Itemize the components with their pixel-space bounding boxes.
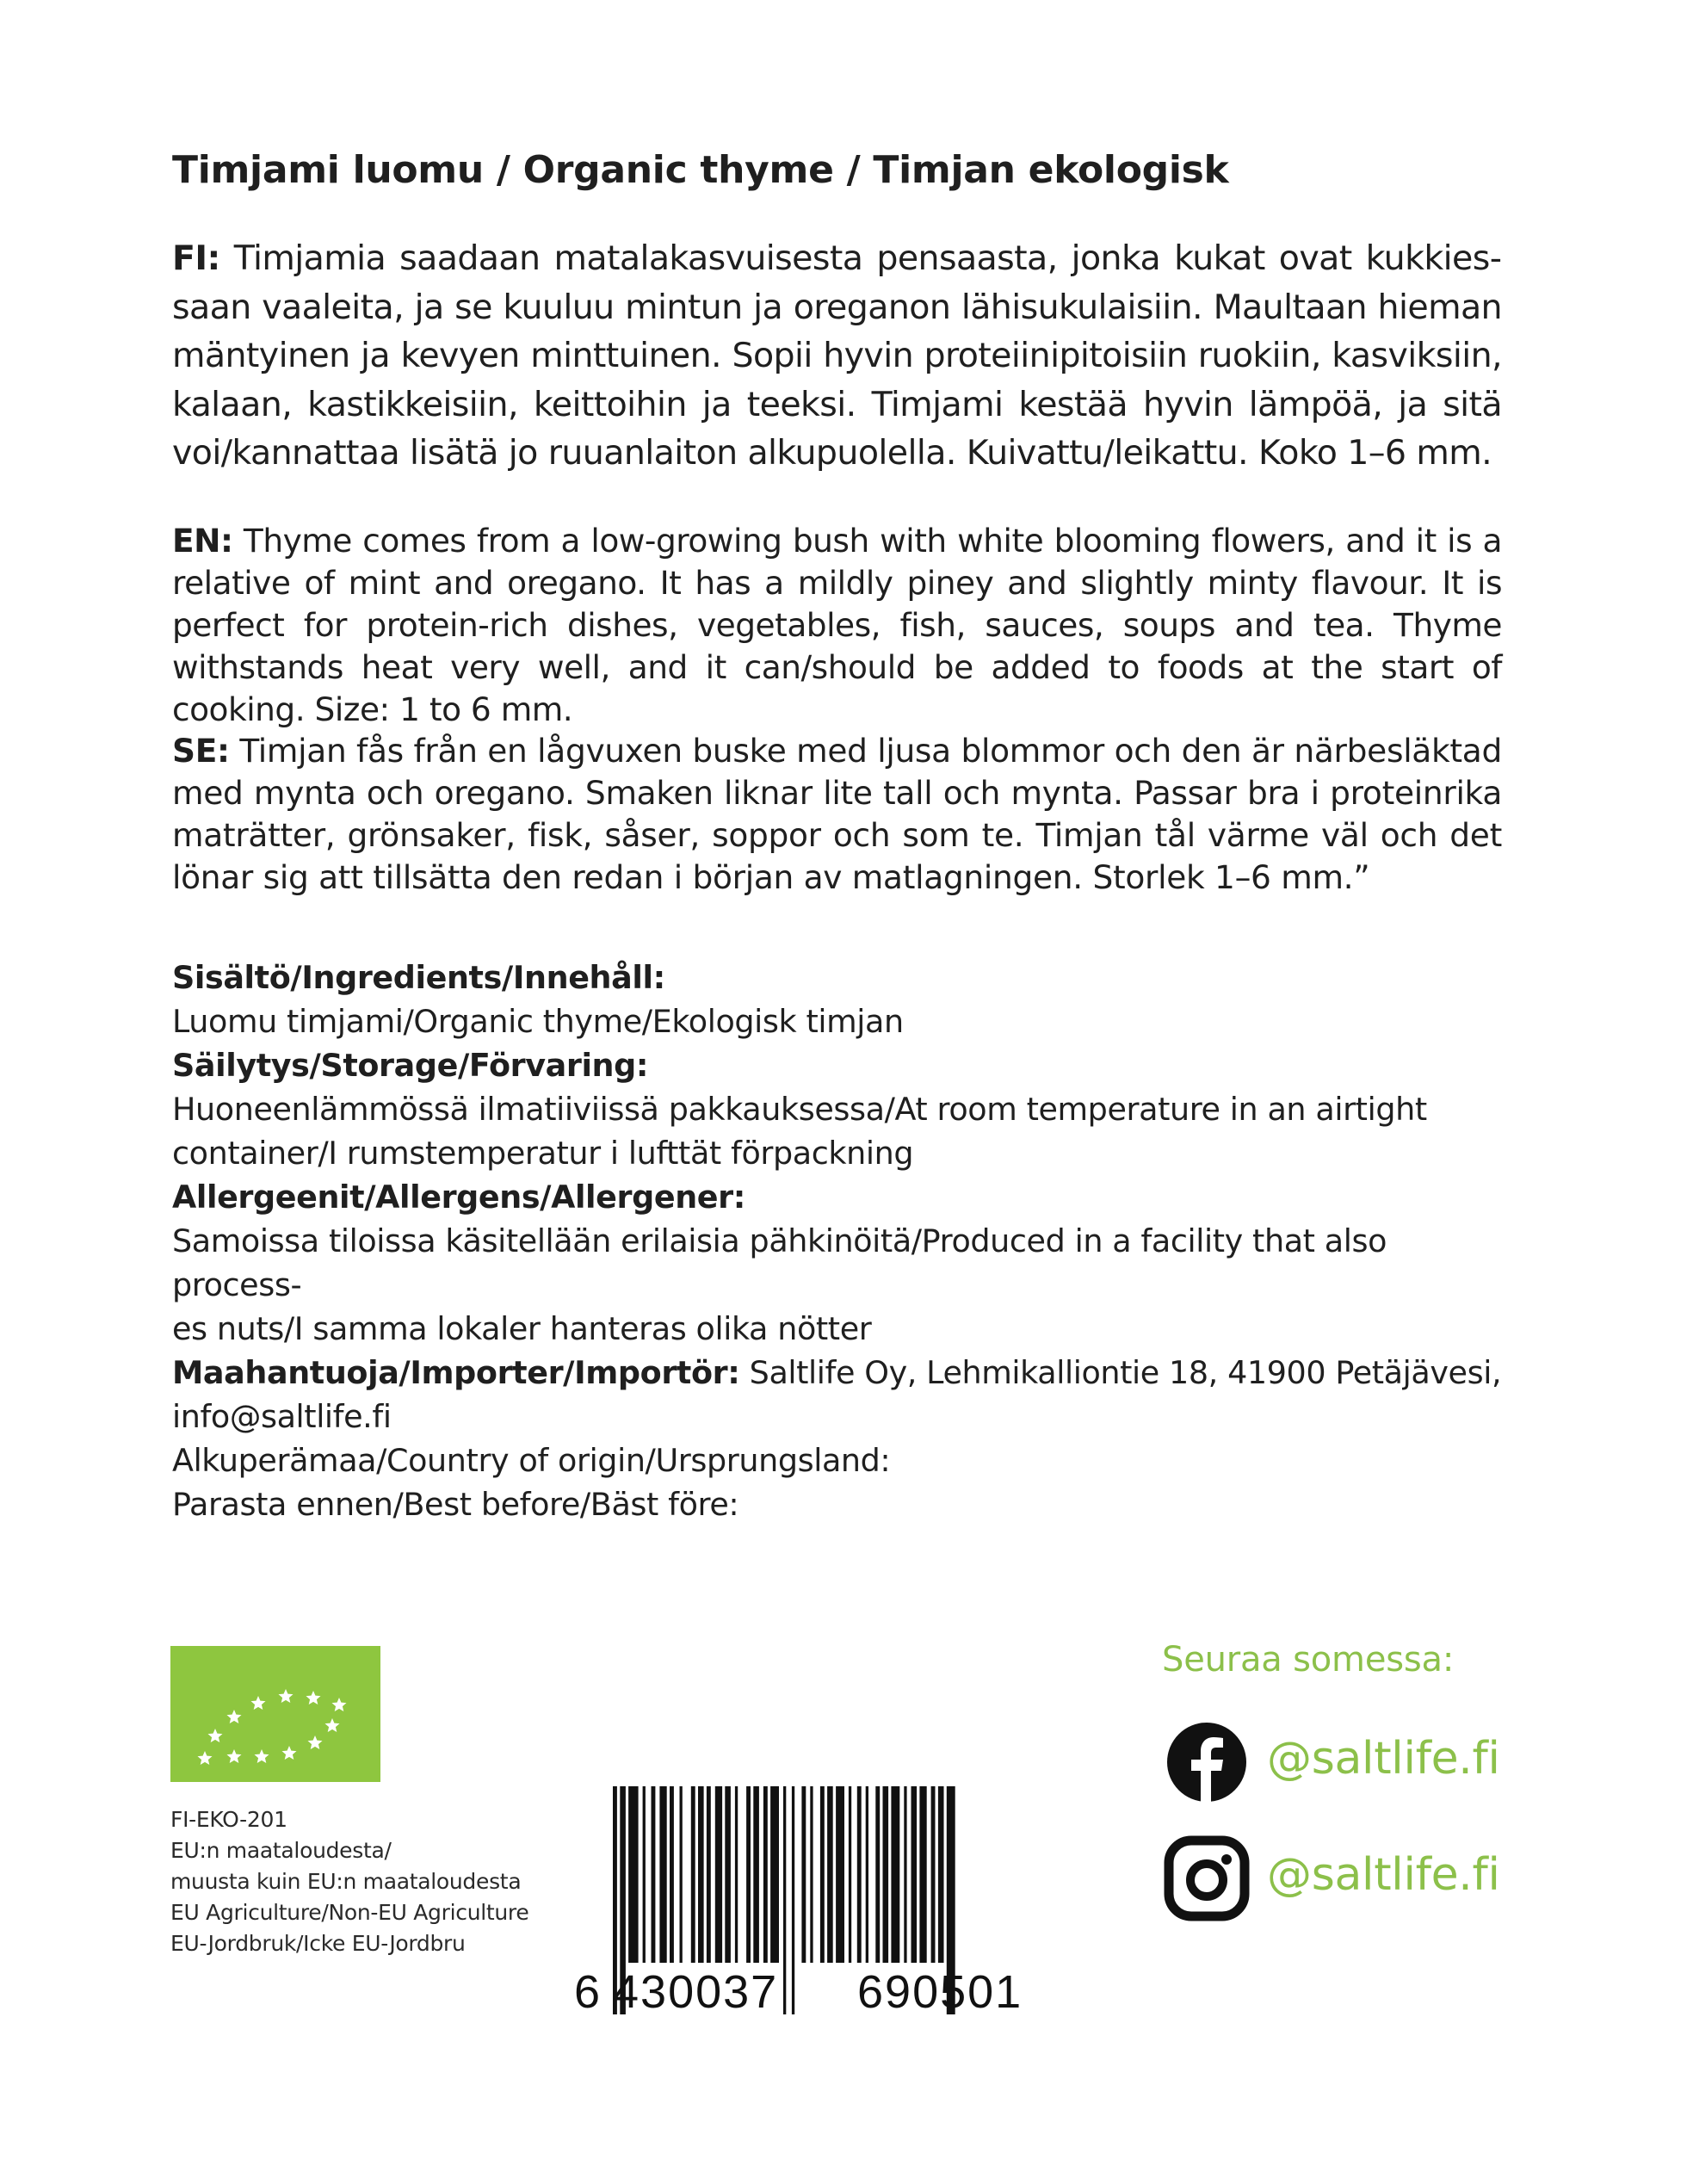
- barcode-bar: [866, 1786, 868, 1963]
- description-se-prefix: SE:: [172, 732, 230, 770]
- barcode-bar: [911, 1786, 918, 1963]
- storage-label: Säilytys/Storage/Förvaring:: [172, 1047, 649, 1084]
- barcode-bar: [707, 1786, 711, 1963]
- barcode-bar: [628, 1786, 639, 1963]
- barcode-bar: [735, 1786, 738, 1963]
- eu-organic-text: [170, 1804, 566, 1959]
- eu-line-code: FI-EKO-201: [170, 1807, 287, 1832]
- ingredients-label: Sisältö/Ingredients/Innehåll:: [172, 959, 665, 996]
- description-en-prefix: EN:: [172, 522, 233, 560]
- barcode-bar: [875, 1786, 880, 1963]
- barcode-bar: [680, 1786, 683, 1963]
- description-en-text: Thyme comes from a low-growing bush with white blooming flowers, and it is a relative of mint and oregano. It has a mildly piney and slightly minty flavour. It is perfect for protein-rich dishes, vegetables, fish, sauces, soups and tea. Thyme withstands heat very well, and it can/should be added to foods at the start of cooking. Size: 1 to 6 mm.: [172, 522, 1503, 728]
- description-fi: [172, 234, 1502, 478]
- eu-line-1: EU:n maataloudesta/: [170, 1838, 392, 1863]
- importer-label: Maahantuoja/Importer/Importör:: [172, 1354, 740, 1391]
- instagram-icon: [1162, 1834, 1251, 1923]
- importer-value: Saltlife Oy, Lehmikalliontie 18, 41900 Petäjävesi,: [749, 1354, 1502, 1391]
- eu-line-2: muusta kuin EU:n maataloudesta: [170, 1869, 522, 1894]
- storage-value-line1: Huoneenlämmössä ilmatiiviissä pakkauksessa/At room temperature in an airtight: [172, 1091, 1427, 1128]
- barcode-bar: [904, 1786, 906, 1963]
- ingredients-value: Luomu timjami/Organic thyme/Ekologisk timjan: [172, 1003, 904, 1040]
- barcode-bar: [801, 1786, 806, 1963]
- barcode-bar: [931, 1786, 936, 1963]
- product-info: [172, 956, 1515, 1526]
- barcode-bar: [746, 1786, 751, 1963]
- barcode-bar: [792, 1786, 794, 2014]
- barcode-left-group: 430037: [613, 1966, 779, 2018]
- allergens-label: Allergeenit/Allergens/Allergener:: [172, 1179, 745, 1216]
- storage-value-line2: container/I rumstemperatur i lufttät förpackning: [172, 1135, 914, 1172]
- description-se-text: Timjan fås från en lågvuxen buske med ljusa blommor och den är närbesläktad med mynta och oregano. Smaken liknar lite tall och mynta. Passar bra i proteinrika maträtter, grönsaker, fisk, såser, soppor och som te. Timjan tål värme väl och det lönar sig att tillsätta den redan i början av matlagningen. Storlek 1–6 mm.”: [172, 732, 1502, 896]
- barcode-bar: [643, 1786, 646, 1963]
- allergens-value-line1: Samoissa tiloissa käsitellään erilaisia pähkinöitä/Produced in a facility that also process-: [172, 1222, 1387, 1303]
- barcode-bar: [763, 1786, 768, 1963]
- allergens-value-line2: es nuts/I samma lokaler hanteras olika nötter: [172, 1310, 872, 1347]
- barcode-bar: [827, 1786, 833, 1963]
- facebook-icon: [1162, 1717, 1251, 1807]
- eu-line-3: EU Agriculture/Non-EU Agriculture: [170, 1900, 529, 1925]
- eu-organic-leaf-logo: [170, 1646, 380, 1782]
- eu-line-4: EU-Jordbruk/Icke EU-Jordbru: [170, 1931, 466, 1956]
- barcode-bar: [698, 1786, 704, 1963]
- barcode-bar: [652, 1786, 656, 1963]
- barcode-bar: [770, 1786, 779, 1963]
- description-se: [172, 730, 1502, 899]
- eu-leaf-stars-icon: [170, 1646, 380, 1782]
- description-en: [172, 520, 1502, 731]
- barcode-bar: [836, 1786, 844, 1963]
- barcode-bar: [783, 1786, 786, 2014]
- barcode-bar: [883, 1786, 889, 1963]
- barcode-bar: [820, 1786, 825, 1963]
- facebook-handle[interactable]: @saltlife.fi: [1267, 1733, 1500, 1785]
- product-title: Timjami luomu / Organic thyme / Timjan ekologisk: [172, 148, 1229, 192]
- origin-label: Alkuperämaa/Country of origin/Ursprungsland:: [172, 1442, 891, 1479]
- barcode-bar: [715, 1786, 722, 1963]
- barcode-bar: [810, 1786, 813, 1963]
- best-before-label: Parasta ennen/Best before/Bäst före:: [172, 1486, 739, 1523]
- barcode-bar: [659, 1786, 666, 1963]
- barcode-right-group: 690501: [857, 1966, 1023, 2018]
- barcode-bar: [753, 1786, 759, 1963]
- instagram-handle[interactable]: @saltlife.fi: [1267, 1849, 1500, 1901]
- barcode-bar: [691, 1786, 695, 1963]
- social-heading: Seuraa somessa:: [1162, 1640, 1455, 1680]
- barcode-bar: [891, 1786, 899, 1963]
- barcode-bar: [849, 1786, 851, 1963]
- barcode-bar: [938, 1786, 944, 1963]
- barcode-first-digit: 6: [574, 1966, 601, 2018]
- barcode-bar: [857, 1786, 862, 1963]
- barcode-bar: [919, 1786, 926, 1963]
- importer-email: info@saltlife.fi: [172, 1398, 392, 1435]
- barcode-bar: [725, 1786, 731, 1963]
- barcode-bar: [670, 1786, 674, 1963]
- description-fi-prefix: FI:: [172, 238, 220, 278]
- description-fi-text: Timjamia saadaan matalakasvuisesta pensaasta, jonka kukat ovat kukkiessaan vaaleita, ja se kuuluu mintun ja oreganon lähisukulaisiin. Maultaan hieman mäntyinen ja kevyen minttuinen. Sopii hyvin proteiinipitoisiin ruokiin, kasviksiin, kalaan, kastikkeisiin, keittoihin ja teeksi. Timjami kestää hyvin lämpöä, ja sitä voi/kannattaa lisätä jo ruuanlaiton alkupuolella. Kuivattu/leikattu. Koko 1–6 mm.: [172, 238, 1502, 473]
